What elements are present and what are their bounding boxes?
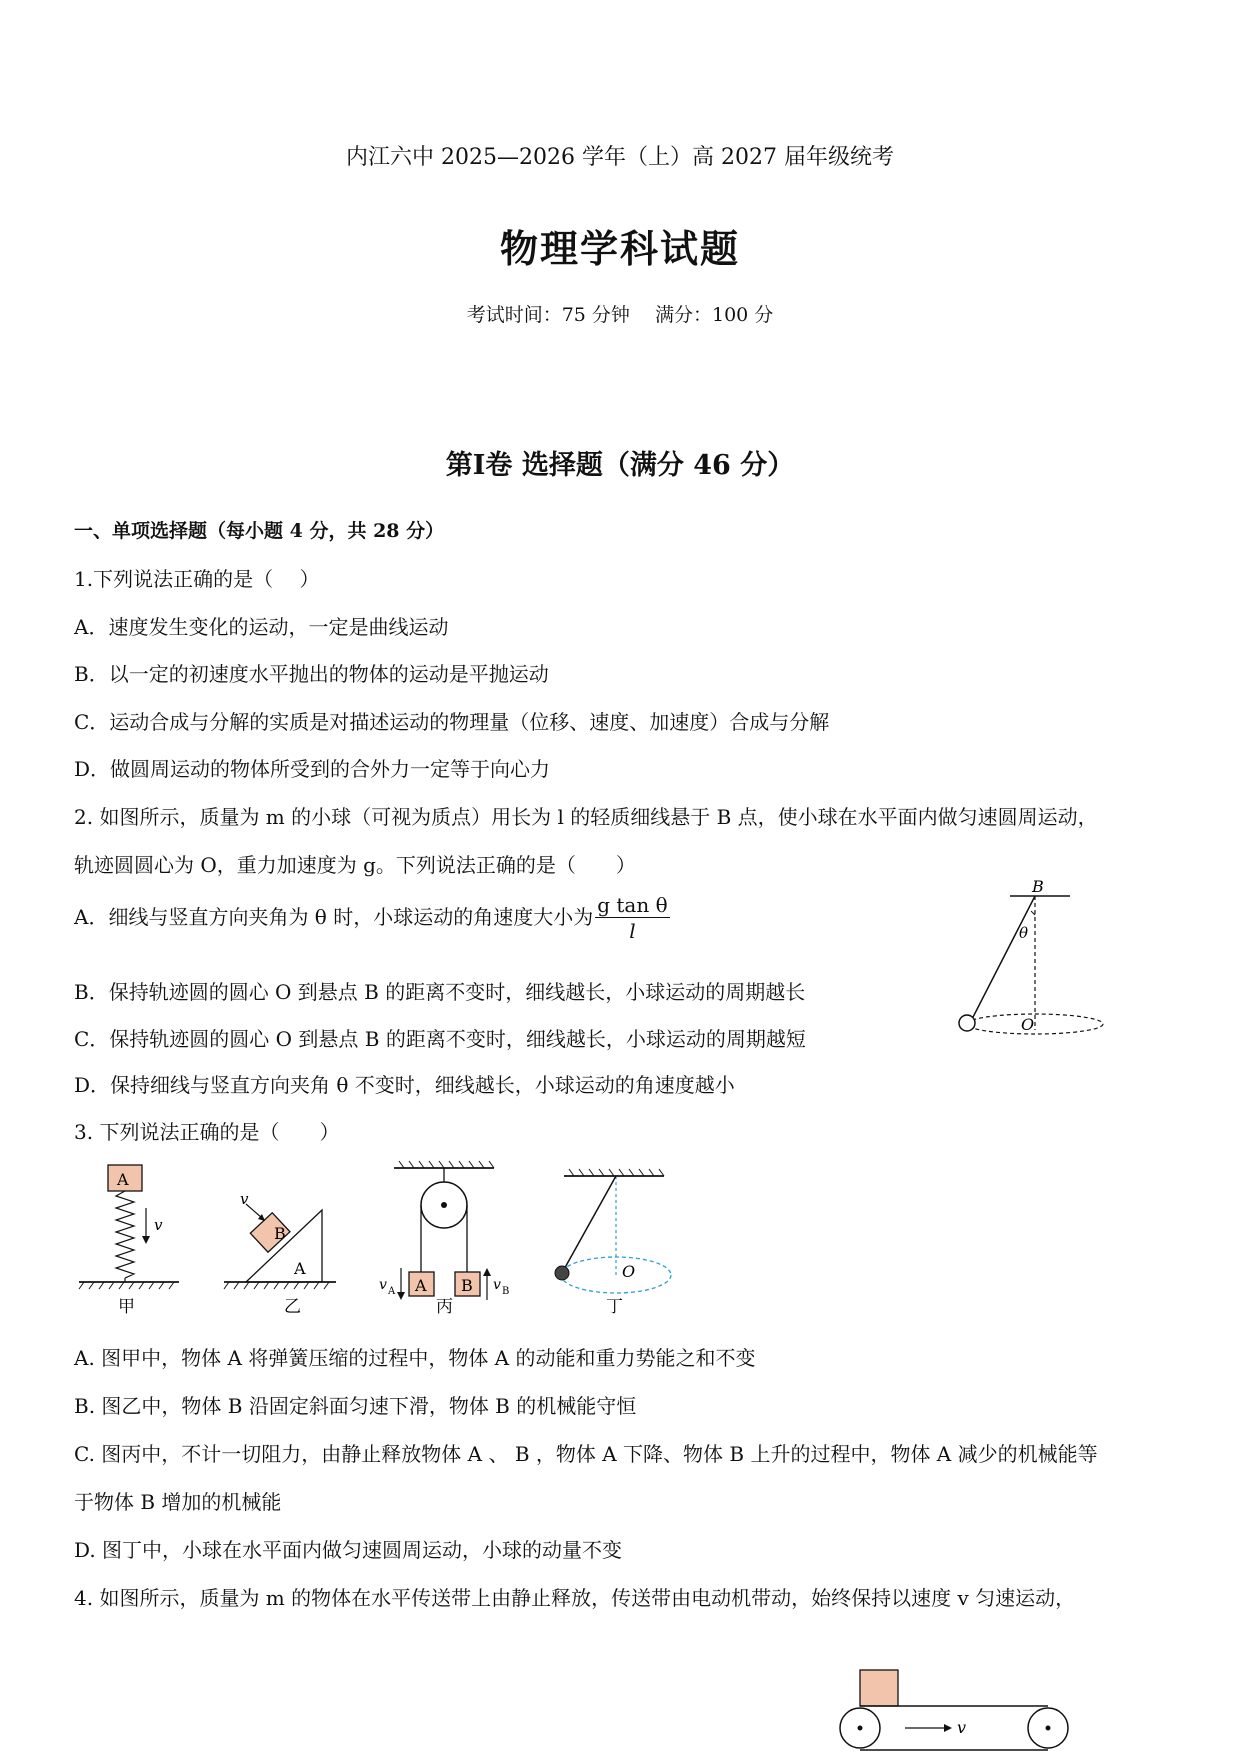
block-a-label: A xyxy=(117,1170,129,1189)
center-o-label: O xyxy=(622,1262,636,1281)
q2-stem-line1: 2. 如图所示，质量为 m 的小球（可视为质点）用长为 l 的轻质细线悬于 B 点，使小球在水平面内做匀速圆周运动， xyxy=(74,805,1098,829)
q4-stem: 4. 如图所示，质量为 m 的物体在水平传送带上由静止释放，传送带由电动机带动，始终保持以速度 v 匀速运动， xyxy=(74,1586,1076,1610)
ball xyxy=(959,1015,975,1031)
fraction-denominator: l xyxy=(629,919,636,943)
panel-jia xyxy=(79,1165,179,1317)
center-o-label: O xyxy=(1021,1015,1035,1034)
q2-option-b: B．保持轨迹圆的圆心 O 到悬点 B 的距离不变时，细线越长，小球运动的周期越长 xyxy=(74,980,806,1004)
caption-jia: 甲 xyxy=(118,1297,135,1317)
q3-stem: 3. 下列说法正确的是（ ） xyxy=(74,1120,340,1144)
velocity-label: v xyxy=(240,1190,249,1208)
pulley-axle xyxy=(441,1202,447,1208)
panel-bing xyxy=(379,1161,509,1317)
ceiling-hatch xyxy=(399,1161,494,1168)
fraction-numerator: g tan θ xyxy=(597,893,668,917)
q3-option-d: D. 图丁中，小球在水平面内做匀速圆周运动，小球的动量不变 xyxy=(74,1538,623,1562)
block-a-label: A xyxy=(415,1276,427,1295)
q2-option-c: C．保持轨迹圆的圆心 O 到悬点 B 的距离不变时，细线越长，小球运动的周期越短 xyxy=(74,1027,806,1051)
block-b-label: B xyxy=(461,1276,473,1295)
q1-option-d: D．做圆周运动的物体所受到的合外力一定等于向心力 xyxy=(74,757,551,781)
spring xyxy=(116,1191,134,1278)
section-subtitle: 一、单项选择题（每小题 4 分，共 28 分） xyxy=(74,520,445,542)
velocity-b-label: v xyxy=(493,1277,501,1293)
roller-left-axle xyxy=(858,1726,863,1731)
incline-label: A xyxy=(294,1259,306,1278)
ground-hatch xyxy=(79,1282,174,1289)
q1-stem: 1.下列说法正确的是（ ） xyxy=(74,567,320,591)
conveyor-belt-figure xyxy=(830,1668,1080,1754)
q2-stem-line2: 轨迹圆圆心为 O，重力加速度为 g。下列说法正确的是（ ） xyxy=(74,853,636,877)
exam-info: 考试时间：75 分钟 满分：100 分 xyxy=(466,304,774,326)
q1-option-c: C．运动合成与分解的实质是对描述运动的物理量（位移、速度、加速度）合成与分解 xyxy=(74,710,830,734)
panel-ding xyxy=(555,1169,671,1317)
block xyxy=(860,1670,898,1706)
q3-option-c-line2: 于物体 B 增加的机械能 xyxy=(74,1490,282,1514)
caption-yi: 乙 xyxy=(284,1297,301,1317)
arrow-head xyxy=(483,1268,491,1276)
arrow-head xyxy=(142,1236,150,1244)
school-line: 内江六中 2025—2026 学年（上）高 2027 届年级统考 xyxy=(346,145,894,170)
q3-figure xyxy=(74,1160,694,1320)
velocity-label: v xyxy=(957,1718,967,1737)
string-line xyxy=(970,896,1035,1023)
point-b-label: B xyxy=(1032,878,1044,896)
panel-yi xyxy=(224,1190,336,1317)
block-b-label: B xyxy=(274,1224,286,1243)
string-line xyxy=(562,1176,616,1273)
q2-option-a-text: A．细线与竖直方向夹角为 θ 时，小球运动的角速度大小为 xyxy=(74,905,594,929)
ceiling-hatch xyxy=(569,1169,664,1176)
conical-pendulum-figure xyxy=(950,878,1130,1058)
caption-bing: 丙 xyxy=(436,1297,453,1317)
q3-option-a: A. 图甲中，物体 A 将弹簧压缩的过程中，物体 A 的动能和重力势能之和不变 xyxy=(74,1346,756,1370)
caption-ding: 丁 xyxy=(606,1297,623,1317)
arrow-head xyxy=(944,1724,952,1732)
velocity-label: v xyxy=(154,1216,163,1234)
velocity-a-subscript: A xyxy=(388,1286,396,1297)
q2-option-d: D．保持细线与竖直方向夹角 θ 不变时，细线越长，小球运动的角速度越小 xyxy=(74,1073,735,1097)
q3-option-b: B. 图乙中，物体 B 沿固定斜面匀速下滑，物体 B 的机械能守恒 xyxy=(74,1394,637,1418)
velocity-b-subscript: B xyxy=(502,1286,510,1297)
fraction xyxy=(595,893,669,944)
theta-label: θ xyxy=(1019,924,1029,942)
arrow-head xyxy=(397,1292,405,1300)
page-title: 物理学科试题 xyxy=(499,226,740,271)
incline xyxy=(246,1210,322,1282)
ground-hatch xyxy=(224,1282,329,1289)
q3-option-c-line1: C. 图丙中，不计一切阻力，由静止释放物体 A 、 B ，物体 A 下降、物体 B 上升的过程中，物体 A 减少的机械能等 xyxy=(74,1442,1098,1466)
q1-option-b: B．以一定的初速度水平抛出的物体的运动是平抛运动 xyxy=(74,662,549,686)
roller-right-axle xyxy=(1046,1726,1051,1731)
q2-option-a xyxy=(74,893,670,944)
section-title: 第Ⅰ卷 选择题（满分 46 分） xyxy=(445,450,795,481)
velocity-a-label: v xyxy=(379,1277,387,1293)
q1-option-a: A．速度发生变化的运动，一定是曲线运动 xyxy=(74,615,449,639)
ball xyxy=(555,1266,569,1280)
